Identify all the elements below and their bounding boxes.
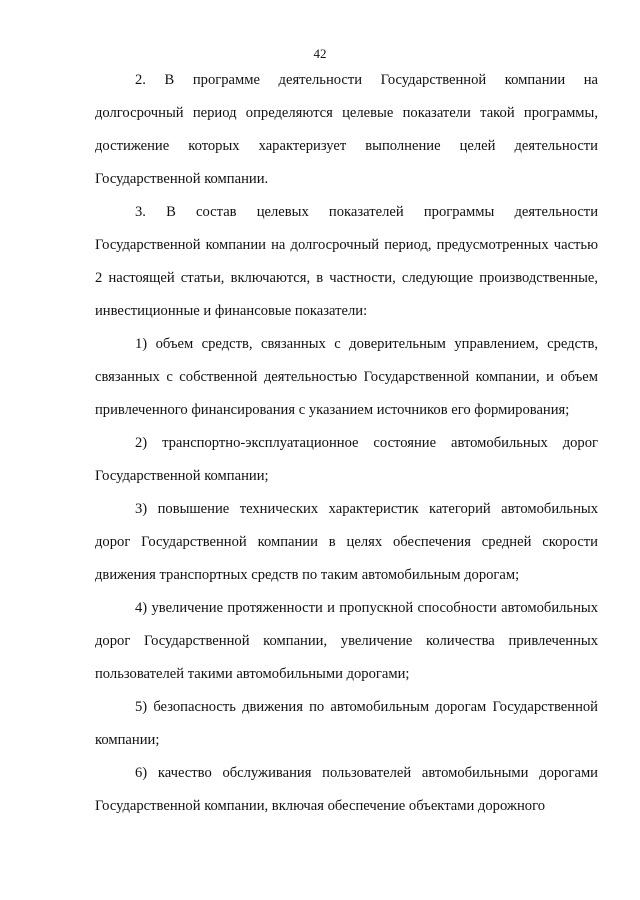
list-item-2: 2) транспортно-эксплуатационное состояние автомобильных дорог Государственной компании; <box>95 435 598 484</box>
paragraph-2: 2. В программе деятельности Государственной компании на долгосрочный период определяются целевые показатели такой программы, достижение которых характеризует выполнение целей деятельности Государственной компании. <box>95 72 598 187</box>
list-item-3: 3) повышение технических характеристик категорий автомобильных дорог Государственной компании в целях обеспечения средней скорости движения транспортных средств по таким автомобильным дорогам; <box>95 501 598 583</box>
list-item-1: 1) объем средств, связанных с доверительным управлением, средств, связанных с собственной деятельностью Государственной компании, и объем привлеченного финансирования с указанием источников его формирования; <box>95 336 598 418</box>
list-item-4: 4) увеличение протяженности и пропускной способности автомобильных дорог Государственной компании, увеличение количества привлеченных пользователей такими автомобильными дорогами; <box>95 600 598 682</box>
list-item-5: 5) безопасность движения по автомобильным дорогам Государственной компании; <box>95 699 598 748</box>
paragraph-3: 3. В состав целевых показателей программы деятельности Государственной компании на долгосрочный период, предусмотренных частью 2 настоящей статьи, включаются, в частности, следующие производственные, инвестиционные и финансовые показатели: <box>95 204 598 319</box>
page-number: 42 <box>313 46 327 61</box>
document-body <box>95 64 598 823</box>
list-item-6: 6) качество обслуживания пользователей автомобильными дорогами Государственной компании, включая обеспечение объектами дорожного <box>95 765 598 814</box>
